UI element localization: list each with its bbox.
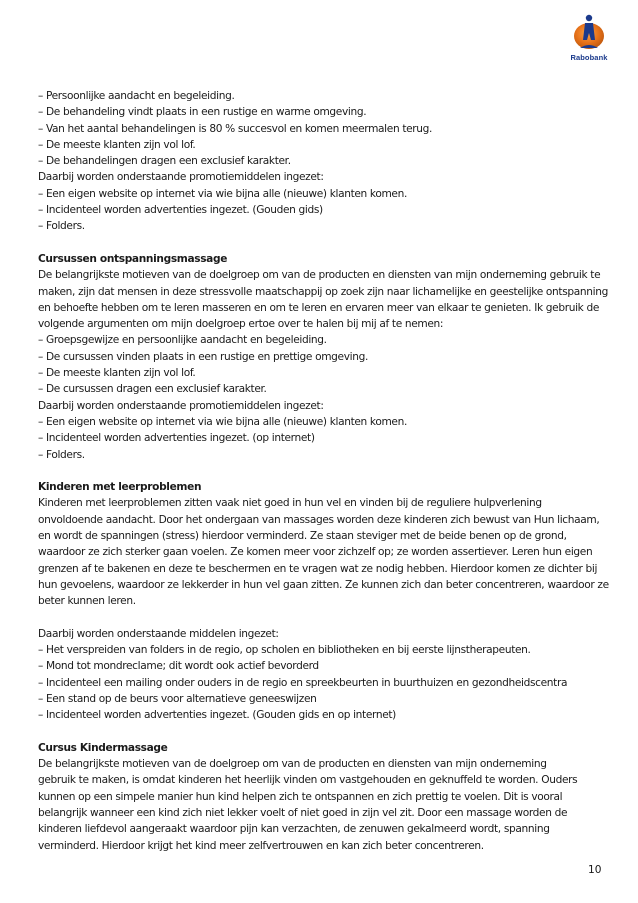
bullet-line: – Folders. — [38, 448, 85, 461]
bullet-line: – Folders. — [38, 220, 85, 233]
bullet-line: – De meeste klanten zijn vol lof. — [38, 138, 196, 151]
bullet-line: – De meeste klanten zijn vol lof. — [38, 367, 196, 380]
text-line: De belangrijkste motieven van de doelgroep om van de producten en diensten van mijn onderneming gebruik te — [38, 269, 601, 282]
text-line: volgende argumenten om mijn doelgroep ertoe over te halen bij mij af te nemen: — [38, 318, 444, 331]
bullet-line: – De cursussen dragen een exclusief karakter. — [38, 383, 267, 396]
rabobank-logo-icon — [572, 12, 606, 52]
text-line: beter kunnen leren. — [38, 595, 136, 608]
text-line: gebruik te maken, is omdat kinderen het heerlijk vinden om vastgehouden en geknuffeld te worden. Ouders — [38, 774, 578, 787]
bullet-line: – Een eigen website op internet via wie bijna alle (nieuwe) klanten komen. — [38, 187, 407, 200]
text-line: verminderd. Hierdoor krijgt het kind meer zelfvertrouwen en kan zich beter concentreren. — [38, 839, 484, 852]
bullet-line: – Een stand op de beurs voor alternatieve geneeswijzen — [38, 692, 317, 705]
paragraph-gap — [38, 235, 603, 251]
text-line: grenzen af te bakenen en deze te beschermen en te vragen wat ze nodig hebben. Hierdoor komen ze dichter bij — [38, 562, 598, 575]
bullet-line: – Een eigen website op internet via wie bijna alle (nieuwe) klanten komen. — [38, 415, 407, 428]
document-body — [38, 88, 609, 854]
text-line: kinderen liefdevol aangeraakt waardoor pijn kan verzachten, de zenuwen gekalmeerd wordt, spanning — [38, 823, 550, 836]
text-line: De belangrijkste motieven van de doelgroep om van de producten en diensten van mijn onderneming — [38, 758, 547, 771]
text-line: Daarbij worden onderstaande promotiemiddelen ingezet: — [38, 399, 324, 412]
page-number: 10 — [588, 864, 602, 876]
paragraph-gap — [38, 610, 603, 626]
bullet-line: – Incidenteel worden advertenties ingezet. (Gouden gids en op internet) — [38, 709, 396, 722]
text-line: waardoor ze zich sterker gaan voelen. Ze komen meer voor zichzelf op; ze worden assertiever. Leren hun eigen — [38, 546, 593, 559]
bullet-line: – Groepsgewijze en persoonlijke aandacht en begeleiding. — [38, 334, 327, 347]
text-line: en wordt de spanningen (stress) hierdoor verminderd. Ze staan steviger met de beide benen op de grond, — [38, 530, 567, 543]
text-line: kunnen op een simpele manier hun kind helpen zich te ontspannen en zich prettig te voelen. Dit is vooral — [38, 790, 563, 803]
bullet-line: – Van het aantal behandelingen is 80 % succesvol en komen meermalen terug. — [38, 122, 433, 135]
paragraph-gap — [38, 724, 603, 740]
rabobank-logo — [560, 12, 618, 70]
bullet-line: – De cursussen vinden plaats in een rustige en prettige omgeving. — [38, 350, 368, 363]
section-heading: Cursus Kindermassage — [38, 741, 168, 754]
logo-text: Rabobank — [570, 53, 608, 62]
bullet-line: – Persoonlijke aandacht en begeleiding. — [38, 90, 235, 102]
bullet-line: – De behandelingen dragen een exclusief karakter. — [38, 155, 291, 168]
section-heading: Cursussen ontspanningsmassage — [38, 252, 228, 265]
bullet-line: – Incidenteel een mailing onder ouders in de regio en spreekbeurten in buurthuizen en gezondheidscentra — [38, 676, 568, 689]
paragraph-gap — [38, 463, 603, 479]
text-line: belangrijk wanneer een kind zich niet lekker voelt of niet goed in zijn vel zit. Door een massage worden de — [38, 807, 568, 820]
section-heading: Kinderen met leerproblemen — [38, 481, 202, 494]
bullet-line: – Mond tot mondreclame; dit wordt ook actief bevorderd — [38, 660, 319, 673]
bullet-line: – Incidenteel worden advertenties ingezet. (Gouden gids) — [38, 204, 323, 217]
bullet-line: – Incidenteel worden advertenties ingezet. (op internet) — [38, 432, 315, 445]
text-line: Kinderen met leerproblemen zitten vaak niet goed in hun vel en vinden bij de reguliere hulpverlening — [38, 497, 542, 510]
text-line: Daarbij worden onderstaande promotiemiddelen ingezet: — [38, 171, 324, 184]
text-line: maken, zijn dat mensen in deze stressvolle maatschappij op zoek zijn naar lichamelijke en geestelijke ontspanning — [38, 285, 608, 298]
text-line: en behoefte hebben om te leren masseren en om te leren en ervaren meer van elkaar te genieten. Ik gebruik de — [38, 301, 600, 314]
bullet-line: – De behandeling vindt plaats in een rustige en warme omgeving. — [38, 106, 367, 119]
text-line: onvoldoende aandacht. Door het ondergaan van massages worden deze kinderen zich bewust van Hun lichaam, — [38, 513, 600, 526]
text-line: hun gevoelens, waardoor ze lekkerder in hun vel gaan zitten. Ze kunnen zich dan beter concentreren, waardoor ze — [38, 578, 609, 591]
bullet-line: – Het verspreiden van folders in de regio, op scholen en bibliotheken en bij eerste lijnstherapeuten. — [38, 644, 531, 657]
text-line: Daarbij worden onderstaande middelen ingezet: — [38, 627, 279, 640]
